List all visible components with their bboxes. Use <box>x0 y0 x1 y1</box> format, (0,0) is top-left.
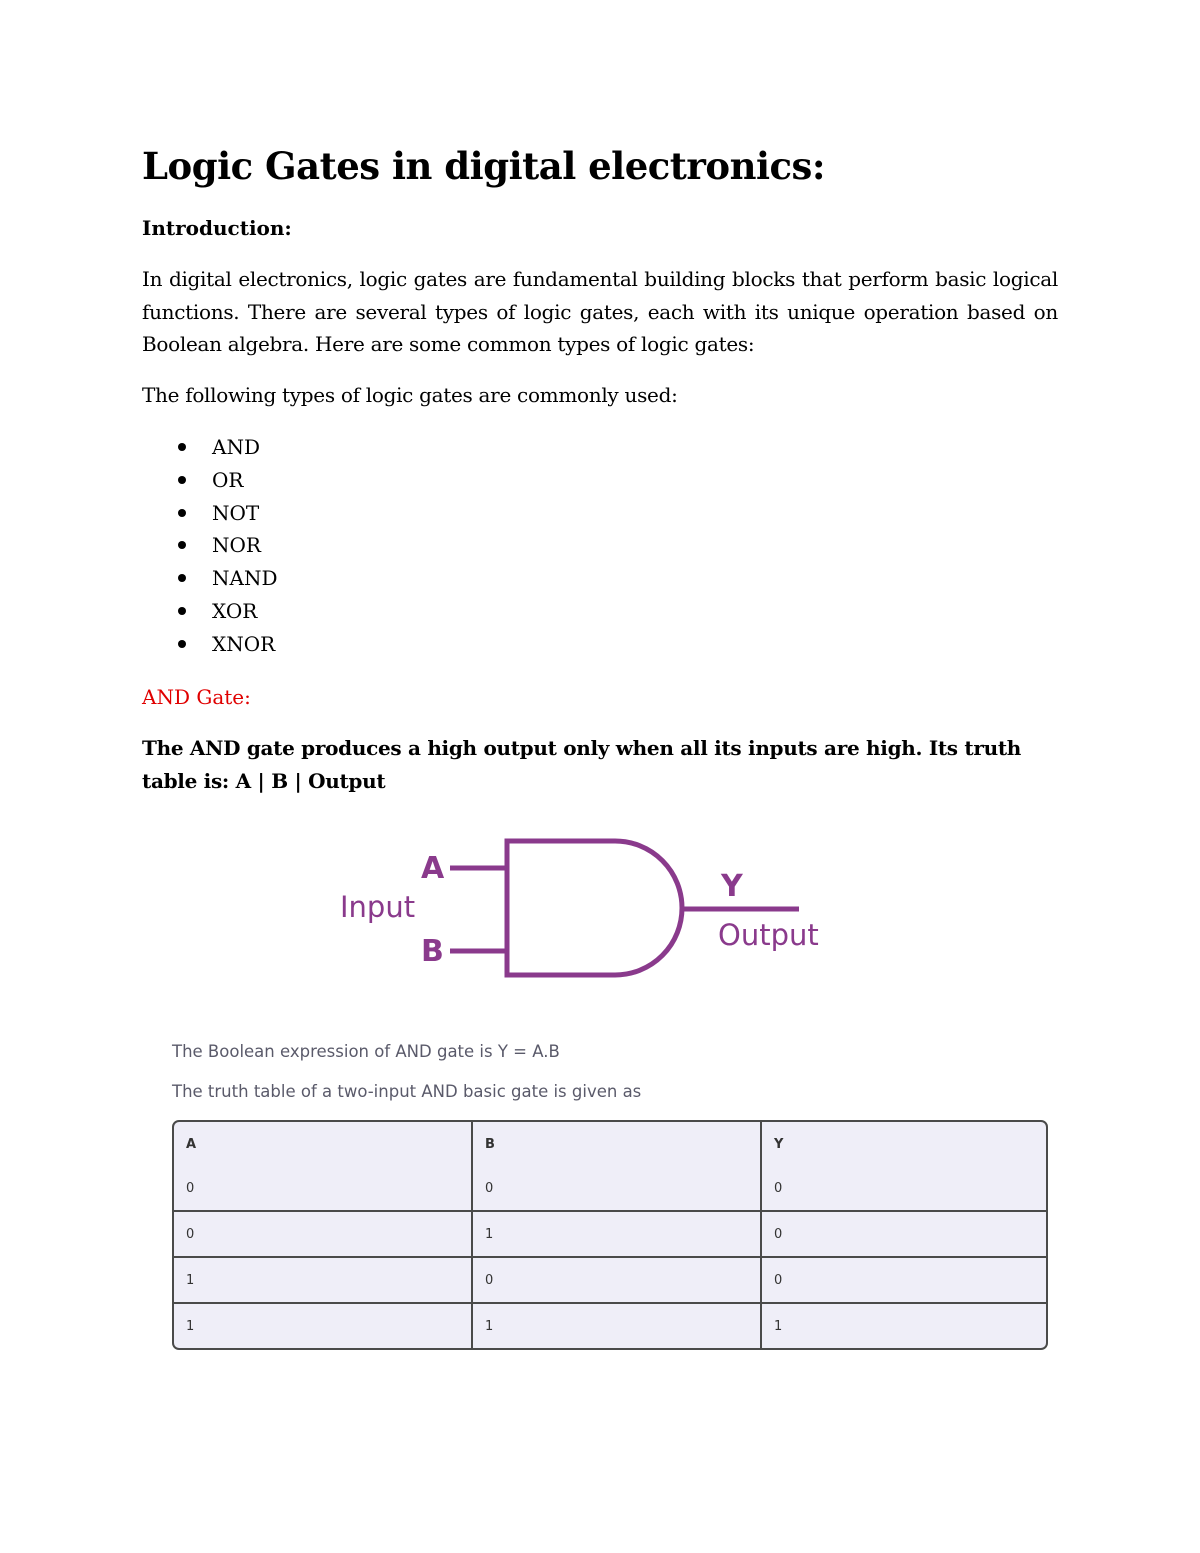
list-item <box>142 628 277 661</box>
and-gate-diagram <box>330 825 850 995</box>
page-title: Logic Gates in digital electronics: <box>142 144 826 188</box>
table-cell: 0 <box>762 1212 1046 1258</box>
table-row <box>174 1166 1046 1212</box>
gate-types-intro: The following types of logic gates are commonly used: <box>142 383 678 407</box>
bullet-icon <box>178 476 186 484</box>
table-cell: 1 <box>473 1212 762 1258</box>
bullet-icon <box>178 640 186 648</box>
introduction-paragraph: In digital electronics, logic gates are fundamental building blocks that perform basic logical functions. There are several types of logic gates, each with its unique operation based on Boolean algebra. Here are some common types of logic gates: <box>142 267 1058 356</box>
output-symbol-label: Y <box>721 869 743 904</box>
table-row <box>174 1304 1046 1348</box>
list-item <box>142 529 277 562</box>
list-item <box>142 595 277 628</box>
table-row <box>174 1258 1046 1304</box>
truth-table-caption: The truth table of a two-input AND basic gate is given as <box>172 1082 642 1101</box>
table-cell: 1 <box>174 1304 473 1348</box>
list-item-label: XNOR <box>212 631 276 656</box>
table-cell: 0 <box>473 1258 762 1304</box>
truth-table <box>172 1120 1048 1350</box>
list-item-label: AND <box>212 435 260 459</box>
list-item-label: NAND <box>212 566 278 591</box>
bullet-icon <box>178 509 186 517</box>
column-header-y: Y <box>774 1136 784 1152</box>
bullet-icon <box>178 443 186 451</box>
gate-types-list <box>142 431 277 661</box>
input-label: Input <box>340 890 416 924</box>
table-cell: 0 <box>473 1166 762 1212</box>
output-label: Output <box>718 918 819 952</box>
and-gate-heading: AND Gate: <box>142 685 251 709</box>
column-header-a: A <box>174 1122 473 1166</box>
bullet-icon <box>178 574 186 582</box>
table-cell: 0 <box>174 1212 473 1258</box>
list-item-label: OR <box>212 467 244 492</box>
table-cell: 0 <box>762 1258 1046 1304</box>
list-item-label: NOT <box>212 500 260 525</box>
table-cell: 0 <box>174 1166 473 1212</box>
list-item-label: XOR <box>212 598 258 623</box>
bullet-icon <box>178 541 186 549</box>
list-item <box>142 431 277 464</box>
table-row <box>174 1212 1046 1258</box>
column-header-b: B <box>473 1122 762 1166</box>
introduction-heading: Introduction: <box>142 216 292 240</box>
table-cell: 1 <box>174 1258 473 1304</box>
bullet-icon <box>178 607 186 615</box>
and-gate-body <box>507 841 682 975</box>
table-cell: 1 <box>774 1318 783 1334</box>
list-item-label: NOR <box>212 533 261 558</box>
table-cell: 1 <box>473 1304 762 1348</box>
boolean-expression: The Boolean expression of AND gate is Y = A.B <box>172 1042 560 1061</box>
table-cell: 0 <box>762 1166 1046 1212</box>
and-gate-symbol <box>450 841 799 975</box>
and-gate-description: The AND gate produces a high output only when all its inputs are high. Its truth table is: A | B | Output <box>142 736 1022 793</box>
list-item <box>142 464 277 497</box>
list-item <box>142 562 277 595</box>
list-item <box>142 497 277 530</box>
table-header-row <box>174 1122 1046 1166</box>
input-b-label: B <box>421 934 444 969</box>
input-a-label: A <box>421 851 445 886</box>
